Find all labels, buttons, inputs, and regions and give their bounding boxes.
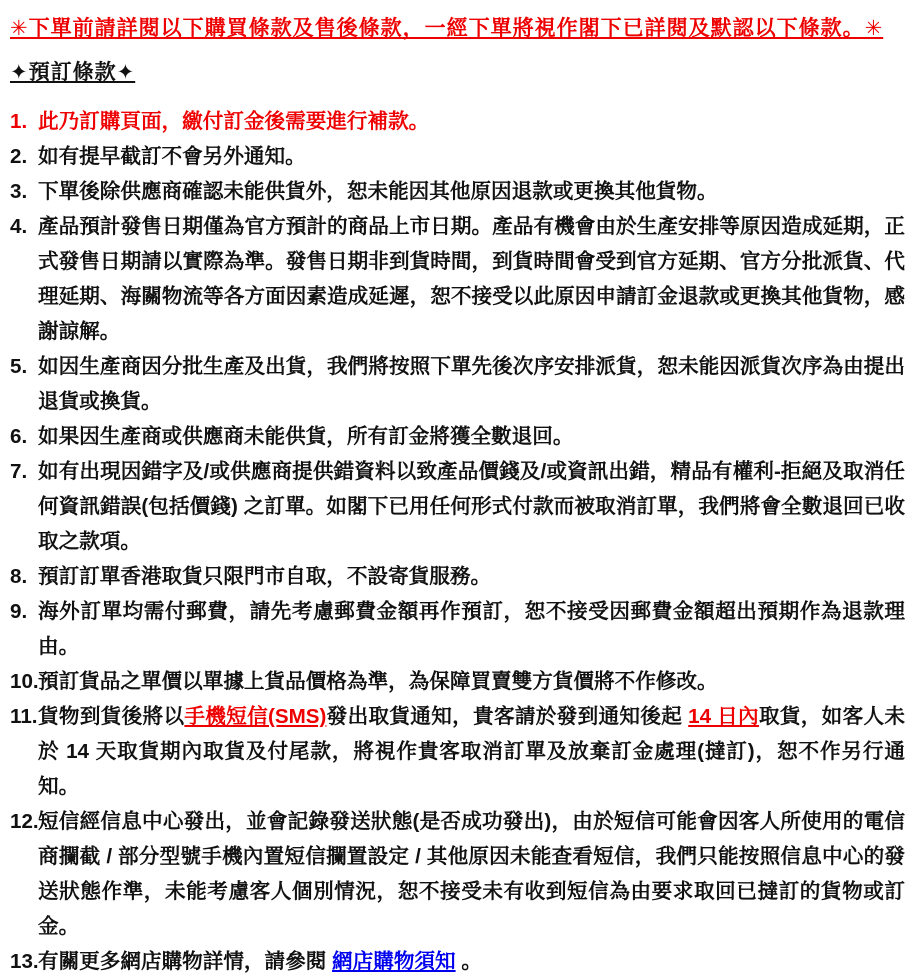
term-number: 12.: [10, 810, 39, 833]
term-text-segment: 下單後除供應商確認未能供貨外，恕未能因其他原因退款或更換其他貨物。: [38, 180, 718, 203]
term-text-segment: 有關更多網店購物詳情，請參閱: [38, 950, 333, 973]
term-number: 7.: [10, 460, 28, 483]
term-text-segment: 。: [455, 950, 482, 973]
term-text: [38, 355, 905, 413]
term-text-segment: 貨物到貨後將以: [38, 705, 185, 728]
terms-list: [10, 104, 905, 979]
highlighted-term-segment: 手機短信(SMS): [184, 705, 327, 728]
term-text: [38, 110, 429, 133]
term-text: [38, 810, 905, 938]
term-text-segment: 此乃訂購頁面，繳付訂金後需要進行補款。: [38, 110, 430, 133]
term-number: 6.: [10, 425, 28, 448]
term-item: [10, 664, 905, 699]
term-text: [38, 670, 718, 693]
term-item: [10, 594, 905, 664]
term-text: [38, 705, 905, 798]
term-text-segment: 如果因生產商或供應商未能供貨，所有訂金將獲全數退回。: [38, 425, 574, 448]
term-number: 2.: [10, 145, 28, 168]
term-item: [10, 139, 905, 174]
term-item: [10, 454, 905, 559]
term-number: 1.: [10, 110, 28, 133]
purchase-notice-banner: ✳下單前請詳閱以下購買條款及售後條款，一經下單將視作閣下已詳閱及默認以下條款。✳: [10, 17, 884, 40]
term-text-segment: 短信經信息中心發出，並會記錄發送狀態(是否成功發出)，由於短信可能會因客人所使用的電信商攔截 / 部分型號手機內置短信攔置設定 / 其他原因未能查看短信，我們只能按照信息中心的發送狀態作準，未能考慮客人個別情況，恕不接受未有收到短信為由要求取回已撻訂的貨物或訂金。: [38, 810, 905, 938]
term-text-segment: 如有提早截訂不會另外通知。: [38, 145, 306, 168]
term-number: 13.: [10, 950, 39, 973]
term-text-segment: 海外訂單均需付郵費，請先考慮郵費金額再作預訂，恕不接受因郵費金額超出預期作為退款理由。: [38, 600, 905, 658]
term-item: [10, 559, 905, 594]
term-item: [10, 699, 905, 804]
term-text: [38, 180, 718, 203]
term-text-segment: 如因生產商因分批生產及出貨，我們將按照下單先後次序安排派貨，恕未能因派貨次序為由提出退貨或換貨。: [38, 355, 905, 413]
term-text: [38, 950, 482, 973]
term-number: 9.: [10, 600, 28, 623]
preorder-terms-heading: ✦預訂條款✦: [10, 61, 136, 84]
term-item: [10, 104, 905, 139]
term-item: [10, 944, 905, 979]
term-text-segment: 預訂貨品之單價以單據上貨品價格為準，為保障買賣雙方貨價將不作修改。: [38, 670, 718, 693]
term-number: 10.: [10, 670, 39, 693]
term-item: [10, 174, 905, 209]
term-text: [38, 215, 905, 343]
term-text: [38, 460, 905, 553]
term-number: 5.: [10, 355, 28, 378]
term-text-segment: 如有出現因錯字及/或供應商提供錯資料以致產品價錢及/或資訊出錯，精品有權利-拒絕及取消任何資訊錯誤(包括價錢) 之訂單。如閣下已用任何形式付款而被取消訂單，我們將會全數退回已收取之款項。: [38, 460, 905, 553]
term-text-segment: 發出取貨通知，貴客請於發到通知後起: [326, 705, 689, 728]
term-text-segment: 預訂訂單香港取貨只限門市自取，不設寄貨服務。: [38, 565, 492, 588]
term-text: [38, 600, 905, 658]
term-number: 8.: [10, 565, 28, 588]
term-number: 11.: [10, 705, 38, 728]
term-text-segment: 取貨，如客人未於 14 天取貨期內取貨及付尾款，將視作貴客取消訂單及放棄訂金處理(撻訂)，恕不作另行通知。: [38, 705, 905, 798]
highlighted-term-segment: 14 日內: [688, 705, 759, 728]
term-number: 3.: [10, 180, 28, 203]
term-number: 4.: [10, 215, 28, 238]
term-text: [38, 565, 491, 588]
term-item: [10, 804, 905, 944]
term-text-segment: 產品預計發售日期僅為官方預計的商品上市日期。產品有機會由於生產安排等原因造成延期，正式發售日期請以實際為準。發售日期非到貨時間，到貨時間會受到官方延期、官方分批派貨、代理延期、海關物流等各方面因素造成延遲，恕不接受以此原因申請訂金退款或更換其他貨物，感謝諒解。: [38, 215, 905, 343]
term-text: [38, 145, 306, 168]
term-item: [10, 349, 905, 419]
term-text: [38, 425, 573, 448]
term-item: [10, 419, 905, 454]
term-item: [10, 209, 905, 349]
store-shopping-notice-link[interactable]: 網店購物須知: [332, 950, 456, 973]
